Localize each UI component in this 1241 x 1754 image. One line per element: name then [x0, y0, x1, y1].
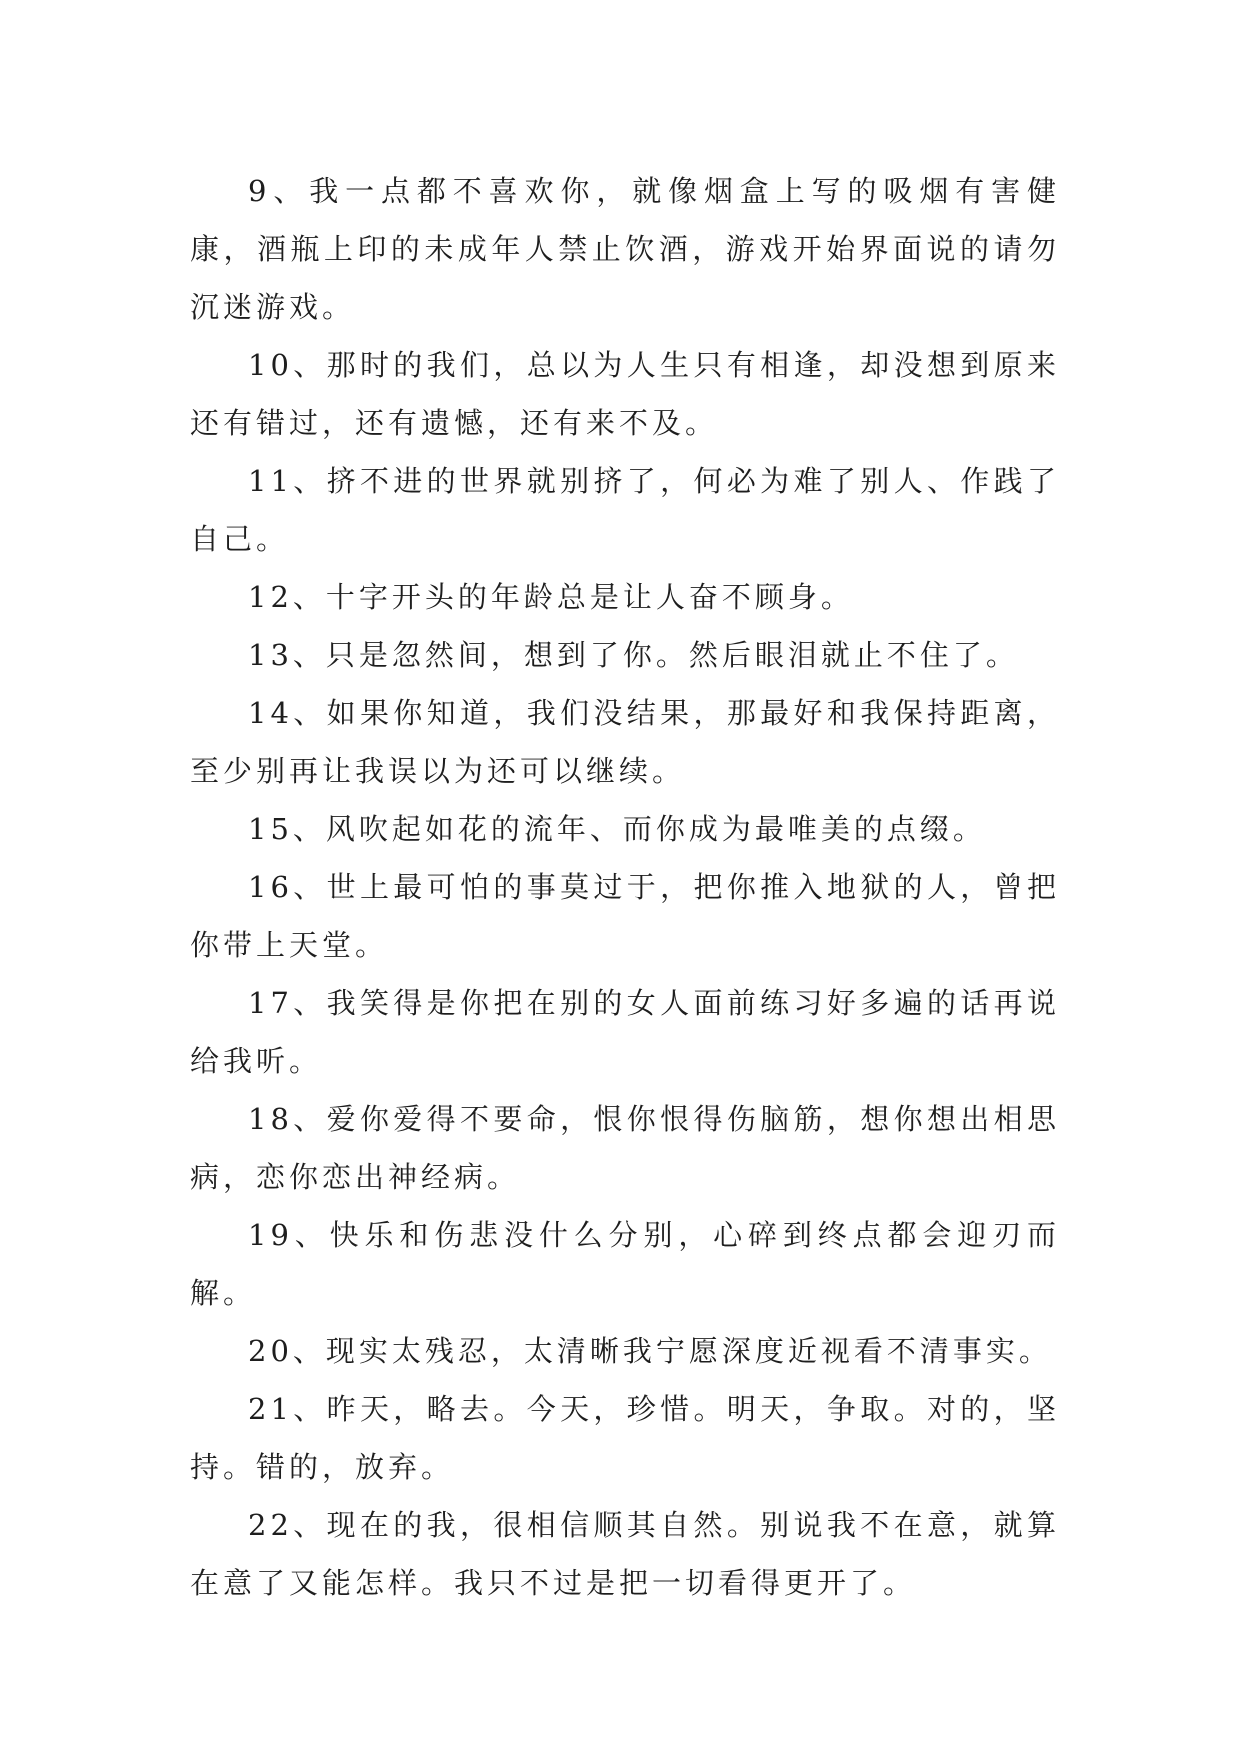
paragraph-10: 10、那时的我们，总以为人生只有相逢，却没想到原来还有错过，还有遗憾，还有来不及。	[190, 348, 1060, 440]
paragraph-9: 9、我一点都不喜欢你，就像烟盒上写的吸烟有害健康，酒瓶上印的未成年人禁止饮酒，游戏开始界面说的请勿沉迷游戏。	[190, 174, 1060, 324]
paragraph-14: 14、如果你知道，我们没结果，那最好和我保持距离，至少别再让我误以为还可以继续。	[190, 696, 1060, 788]
paragraph-15: 15、风吹起如花的流年、而你成为最唯美的点缀。	[248, 812, 986, 846]
paragraph-20: 20、现实太残忍，太清晰我宁愿深度近视看不清事实。	[248, 1334, 1052, 1368]
paragraph-18: 18、爱你爱得不要命，恨你恨得伤脑筋，想你想出相思病，恋你恋出神经病。	[190, 1102, 1060, 1194]
paragraph-22: 22、现在的我，很相信顺其自然。别说我不在意，就算在意了又能怎样。我只不过是把一切看得更开了。	[190, 1508, 1060, 1600]
paragraph-17: 17、我笑得是你把在别的女人面前练习好多遍的话再说给我听。	[190, 986, 1060, 1078]
paragraph-19: 19、快乐和伤悲没什么分别，心碎到终点都会迎刃而解。	[190, 1218, 1060, 1310]
paragraph-21: 21、昨天，略去。今天，珍惜。明天，争取。对的，坚持。错的，放弃。	[190, 1392, 1060, 1484]
document-body	[190, 162, 1060, 1612]
paragraph-12: 12、十字开头的年龄总是让人奋不顾身。	[248, 580, 854, 614]
paragraph-13: 13、只是忽然间，想到了你。然后眼泪就止不住了。	[248, 638, 1019, 672]
paragraph-11: 11、挤不进的世界就别挤了，何必为难了别人、作践了自己。	[190, 464, 1060, 556]
paragraph-16: 16、世上最可怕的事莫过于，把你推入地狱的人，曾把你带上天堂。	[190, 870, 1060, 962]
